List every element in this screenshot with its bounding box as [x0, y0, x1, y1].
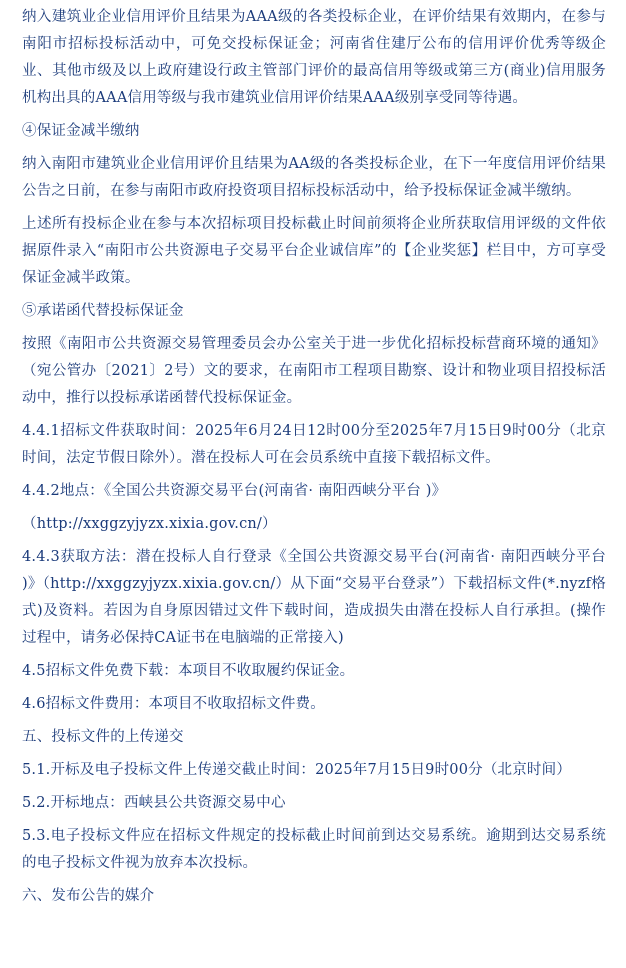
heading-commitment-letter: ⑤承诺函代替投标保证金 [22, 303, 184, 319]
paragraph-4-5-free-download: 4.5招标文件免费下载：本项目不收取履约保证金。 [22, 663, 355, 679]
paragraph-4-4-2-location: 4.4.2地点：《全国公共资源交易平台(河南省· 南阳西峡分平台 )》 [22, 483, 447, 499]
heading-deposit-halved: ④保证金减半缴纳 [22, 123, 140, 139]
paragraph-commitment-letter: 按照《南阳市公共资源交易管理委员会办公室关于进一步优化招标投标营商环境的通知》（宛公管办〔2021〕2号）文的要求，在南阳市工程项目勘察、设计和物业项目招投标活动中，推行以投标承诺函替代投标保证金。 [22, 336, 606, 406]
paragraph-platform-url: （http://xxggzyjyzx.xixia.gov.cn/） [22, 516, 277, 532]
paragraph-credit-registration: 上述所有投标企业在参与本次招标项目投标截止时间前须将企业所获取信用评级的文件依据原件录入“南阳市公共资源电子交易平台企业诚信库”的【企业奖惩】栏目中，方可享受保证金减半政策。 [22, 216, 606, 286]
paragraph-4-6-document-fee: 4.6招标文件费用：本项目不收取招标文件费。 [22, 696, 325, 712]
paragraph-5-1-deadline: 5.1.开标及电子投标文件上传递交截止时间：2025年7月15日9时00分（北京时间） [22, 762, 572, 778]
heading-section-6-media: 六、发布公告的媒介 [22, 888, 155, 904]
paragraph-aa-deposit-halved: 纳入南阳市建筑业企业信用评价且结果为AA级的各类投标企业，在下一年度信用评价结果公告之日前，在参与南阳市政府投资项目招标投标活动中，给予投标保证金减半缴纳。 [22, 156, 606, 199]
paragraph-4-4-3-obtain-method: 4.4.3获取方法：潜在投标人自行登录《全国公共资源交易平台(河南省· 南阳西峡分平台 )》（http://xxggzyjyzx.xixia.gov.cn/）从下面“交易平台登录”）下载招标文件(*.nyzf格式)及资料。若因为自身原因错过文件下载时间，造成损失由潜在投标人自行承担。(操作过程中，请务必保持CA证书在电脑端的正常接入) [22, 549, 606, 646]
paragraph-5-3-late-submission: 5.3.电子投标文件应在招标文件规定的投标截止时间前到达交易系统。逾期到达交易系统的电子投标文件视为放弃本次投标。 [22, 828, 606, 871]
paragraph-credit-exemption: 纳入建筑业企业信用评价且结果为AAA级的各类投标企业，在评价结果有效期内，在参与南阳市招标投标活动中，可免交投标保证金；河南省住建厅公布的信用评价优秀等级企业、其他市级及以上政府建设行政主管部门评价的最高信用等级或第三方(商业)信用服务机构出具的AAA信用等级与我市建筑业信用评价结果AAA级别享受同等待遇。 [22, 9, 606, 106]
heading-section-5-submission: 五、投标文件的上传递交 [22, 729, 184, 745]
paragraph-5-2-opening-location: 5.2.开标地点：西峡县公共资源交易中心 [22, 795, 286, 811]
paragraph-4-4-1-obtain-time: 4.4.1招标文件获取时间：2025年6月24日12时00分至2025年7月15日9时00分（北京时间，法定节假日除外）。潜在投标人可在会员系统中直接下载招标文件。 [22, 423, 606, 466]
